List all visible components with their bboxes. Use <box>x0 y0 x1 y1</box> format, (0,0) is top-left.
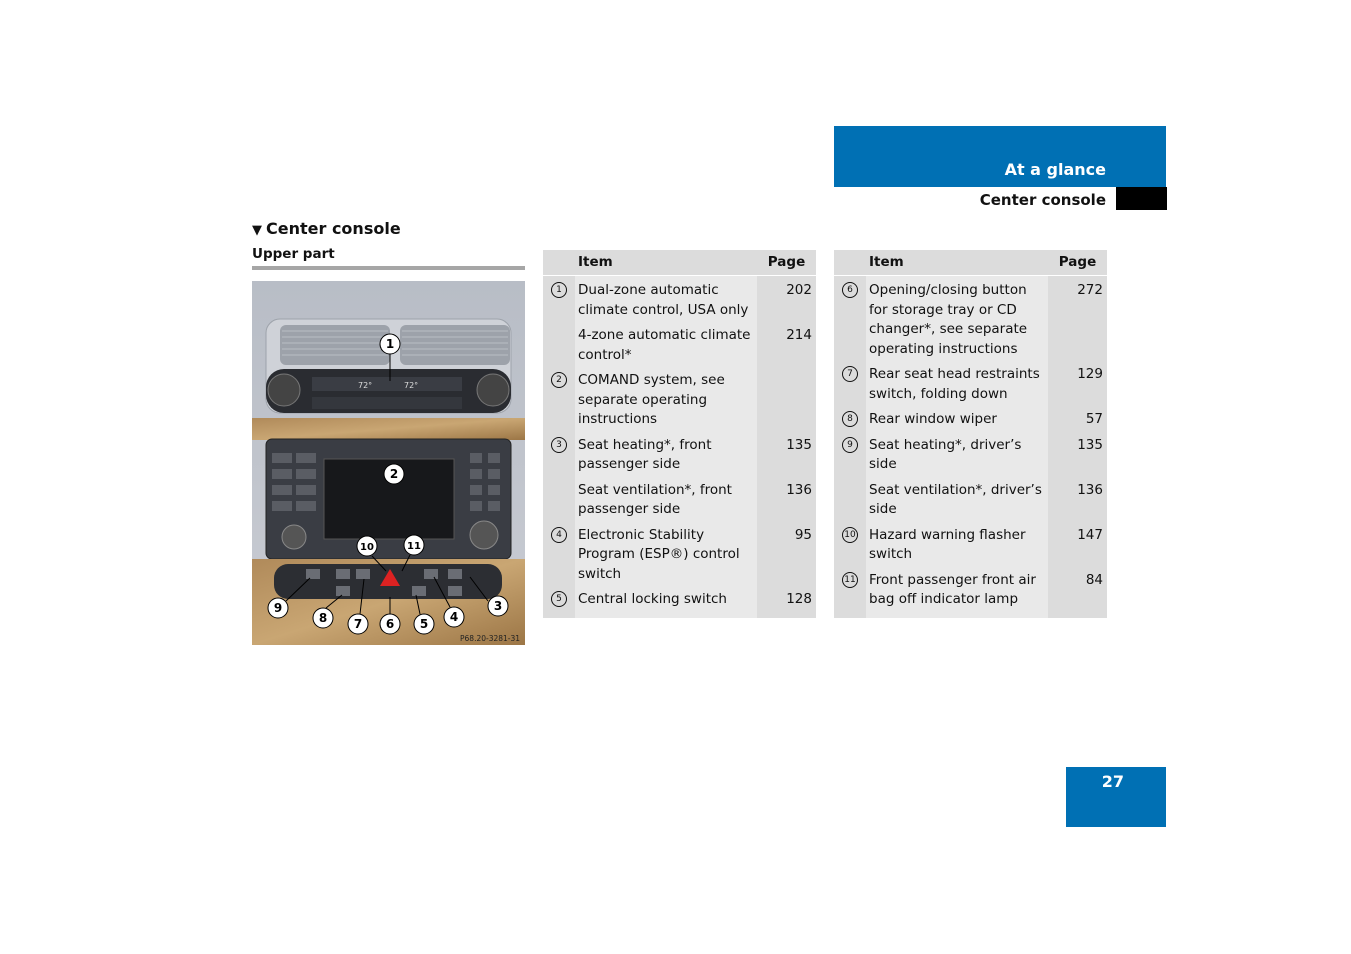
callout-7: 7 <box>353 617 363 631</box>
callout-8: 8 <box>318 611 328 625</box>
table-row <box>543 521 816 586</box>
item-page: 128 <box>757 585 816 618</box>
callout-5: 5 <box>419 617 429 631</box>
table-row <box>834 566 1107 618</box>
item-description: Rear window wiper <box>866 405 1048 431</box>
item-description: Seat heating*, front passenger side <box>575 431 757 476</box>
table-row <box>834 360 1107 405</box>
item-number <box>543 321 575 366</box>
item-number-badge: 4 <box>551 527 567 543</box>
table-row <box>543 585 816 618</box>
callout-6: 6 <box>385 617 395 631</box>
table-row <box>543 276 816 322</box>
item-description: Hazard warning flasher switch <box>866 521 1048 566</box>
item-number-badge: 9 <box>842 437 858 453</box>
item-description: Electronic Stability Program (ESP®) control switch <box>575 521 757 586</box>
table-row <box>834 405 1107 431</box>
item-description: Front passenger front air bag off indicator lamp <box>866 566 1048 618</box>
page-heading <box>252 219 401 238</box>
item-header: Item <box>866 250 1048 276</box>
callout-9: 9 <box>273 601 283 615</box>
callout-2: 2 <box>389 467 399 481</box>
item-number <box>834 276 866 361</box>
item-page: 135 <box>1048 431 1107 476</box>
item-number-badge: 11 <box>842 572 858 588</box>
item-number <box>834 431 866 476</box>
item-description: Dual-zone automatic climate control, USA only <box>575 276 757 322</box>
item-page: 202 <box>757 276 816 322</box>
item-number-badge: 7 <box>842 366 858 382</box>
callout-3: 3 <box>493 599 503 613</box>
heading-text: Center console <box>266 219 401 238</box>
item-number-badge: 6 <box>842 282 858 298</box>
item-page: 136 <box>1048 476 1107 521</box>
item-number <box>543 366 575 431</box>
item-number <box>543 521 575 586</box>
callout-10: 10 <box>360 542 374 553</box>
table-row <box>543 321 816 366</box>
item-page: 95 <box>757 521 816 586</box>
items-table-right <box>834 250 1107 618</box>
item-description: Seat heating*, driver’s side <box>866 431 1048 476</box>
item-page: 135 <box>757 431 816 476</box>
items-table-left <box>543 250 816 618</box>
item-number <box>834 360 866 405</box>
item-number <box>834 521 866 566</box>
section-title: Center console <box>979 191 1106 209</box>
figure-code: P68.20-3281-31 <box>460 634 521 643</box>
item-page: 272 <box>1048 276 1107 361</box>
item-number <box>543 431 575 476</box>
item-description: Opening/closing button for storage tray or CD changer*, see separate operating instructions <box>866 276 1048 361</box>
item-number-badge: 5 <box>551 591 567 607</box>
item-number-badge: 3 <box>551 437 567 453</box>
num-header <box>543 250 575 276</box>
page-header: Page <box>1048 250 1107 276</box>
table-row <box>834 431 1107 476</box>
item-description: Seat ventilation*, front passenger side <box>575 476 757 521</box>
item-page: 57 <box>1048 405 1107 431</box>
item-page <box>757 366 816 431</box>
chapter-title: At a glance <box>1004 160 1106 179</box>
item-number <box>834 476 866 521</box>
item-number-badge: 2 <box>551 372 567 388</box>
callout-11: 11 <box>407 541 421 552</box>
table-row <box>543 476 816 521</box>
item-page: 84 <box>1048 566 1107 618</box>
item-description: COMAND system, see separate operating instructions <box>575 366 757 431</box>
item-number <box>543 276 575 322</box>
table-row <box>834 276 1107 361</box>
item-description: Rear seat head restraints switch, folding down <box>866 360 1048 405</box>
item-number <box>834 566 866 618</box>
item-description: 4-zone automatic climate control* <box>575 321 757 366</box>
item-number <box>543 476 575 521</box>
callout-4: 4 <box>449 610 459 624</box>
svg-text:72°: 72° <box>404 381 419 390</box>
item-number-badge: 10 <box>842 527 858 543</box>
item-page: 214 <box>757 321 816 366</box>
section-marker <box>1116 187 1167 210</box>
table-row <box>543 366 816 431</box>
item-number-badge: 1 <box>551 282 567 298</box>
item-header: Item <box>575 250 757 276</box>
callout-1: 1 <box>385 337 395 351</box>
item-number <box>834 405 866 431</box>
svg-text:72°: 72° <box>358 381 373 390</box>
num-header <box>834 250 866 276</box>
page-number: 27 <box>1101 772 1124 791</box>
table-row <box>543 431 816 476</box>
item-page: 147 <box>1048 521 1107 566</box>
triangle-down-icon: ▼ <box>252 223 262 238</box>
table-row <box>834 476 1107 521</box>
subheading: Upper part <box>252 246 335 262</box>
subheading-rule <box>252 266 525 270</box>
page-header: Page <box>757 250 816 276</box>
table-row <box>834 521 1107 566</box>
item-number <box>543 585 575 618</box>
item-page: 136 <box>757 476 816 521</box>
item-description: Seat ventilation*, driver’s side <box>866 476 1048 521</box>
center-console-figure <box>252 281 525 645</box>
item-description: Central locking switch <box>575 585 757 618</box>
item-page: 129 <box>1048 360 1107 405</box>
item-number-badge: 8 <box>842 411 858 427</box>
